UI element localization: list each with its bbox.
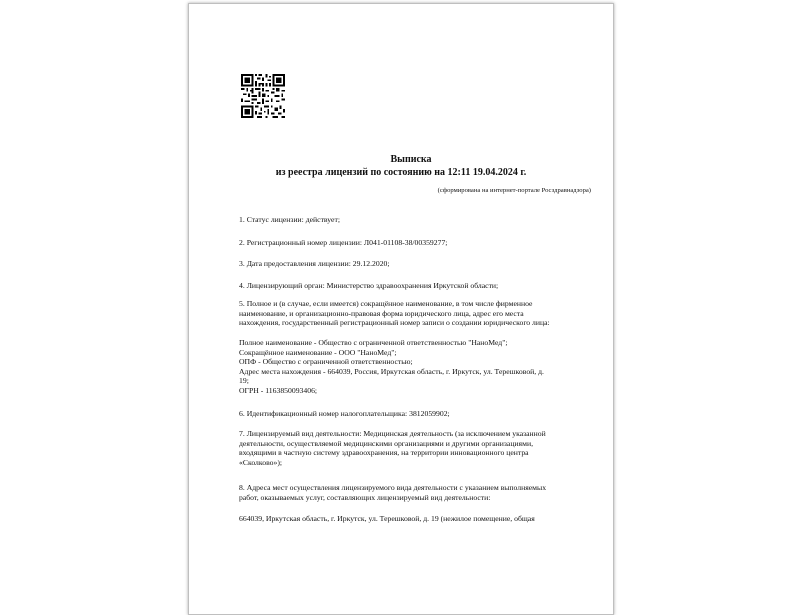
item-text: 1. Статус лицензии: действует; [239,215,340,224]
short-name-line: Сокращённое наименование - ООО "НаноМед"; [239,347,397,357]
item-license-status [239,215,581,225]
item-registration-number [239,238,581,248]
legal-form-line: ОПФ - Общество с ограниченной ответственностью; [239,357,413,367]
item-text: 3. Дата предоставления лицензии: 29.12.2020; [239,259,390,268]
document-title: Выписка [390,154,432,165]
item-text: 6. Идентификационный номер налогоплательщика: 3812059902; [239,409,450,418]
item-text: 664039, Иркутская область, г. Иркутск, ул. Терешковой, д. 19 (нежилое помещение, общая [239,514,535,523]
item-text: 4. Лицензирующий орган: Министерство здравоохранения Иркутской области; [239,281,499,290]
item-inn [239,409,581,419]
text-line: наименование, и организационно-правовая форма юридического лица, адрес его места [239,308,524,318]
text-line: работ, оказываемых услуг, составляющих лицензируемый вид деятельности: [239,492,491,502]
legal-entity-details [239,338,581,396]
text-line: деятельности, осуществляемой медицинскими организациями и другими организациями, [239,438,533,448]
activity-address [239,514,581,524]
source-note: (сформирована на интернет-портале Росздравнадзора) [437,187,591,194]
item-activity-addresses [239,483,581,502]
item-licensing-authority [239,281,581,291]
item-issue-date [239,259,581,269]
full-name-line: Полное наименование - Общество с ограниченной ответственностью "НаноМед"; [239,338,508,347]
item-text: 2. Регистрационный номер лицензии: Л041-01108-38/00359277; [239,238,448,247]
document-subtitle: из реестра лицензий по состоянию на 12:11 19.04.2024 г. [275,167,527,178]
text-line: входящими в частную систему здравоохранения, на территории инновационного центра [239,448,529,458]
text-line: 7. Лицензируемый вид деятельности: Медицинская деятельность (за исключением указанной [239,429,546,438]
item-activity-type [239,429,581,467]
document-page [188,3,614,615]
text-line: 5. Полное и (в случае, если имеется) сокращённое наименование, в том числе фирменное [239,299,533,308]
ogrn-line: ОГРН - 1163850093406; [239,385,318,395]
text-line: нахождения, государственный регистрационный номер записи о создании юридического лица: [239,318,550,328]
text-line: «Сколково»); [239,457,283,467]
address-line-cont: 19; [239,376,249,386]
text-line: 8. Адреса мест осуществления лицензируемого вида деятельности с указанием выполняемых [239,483,547,492]
item-legal-entity-heading [239,299,581,328]
address-line: Адрес места нахождения - 664039, Россия, Иркутская область, г. Иркутск, ул. Терешковой, д. [239,366,544,376]
qr-code [241,74,285,118]
